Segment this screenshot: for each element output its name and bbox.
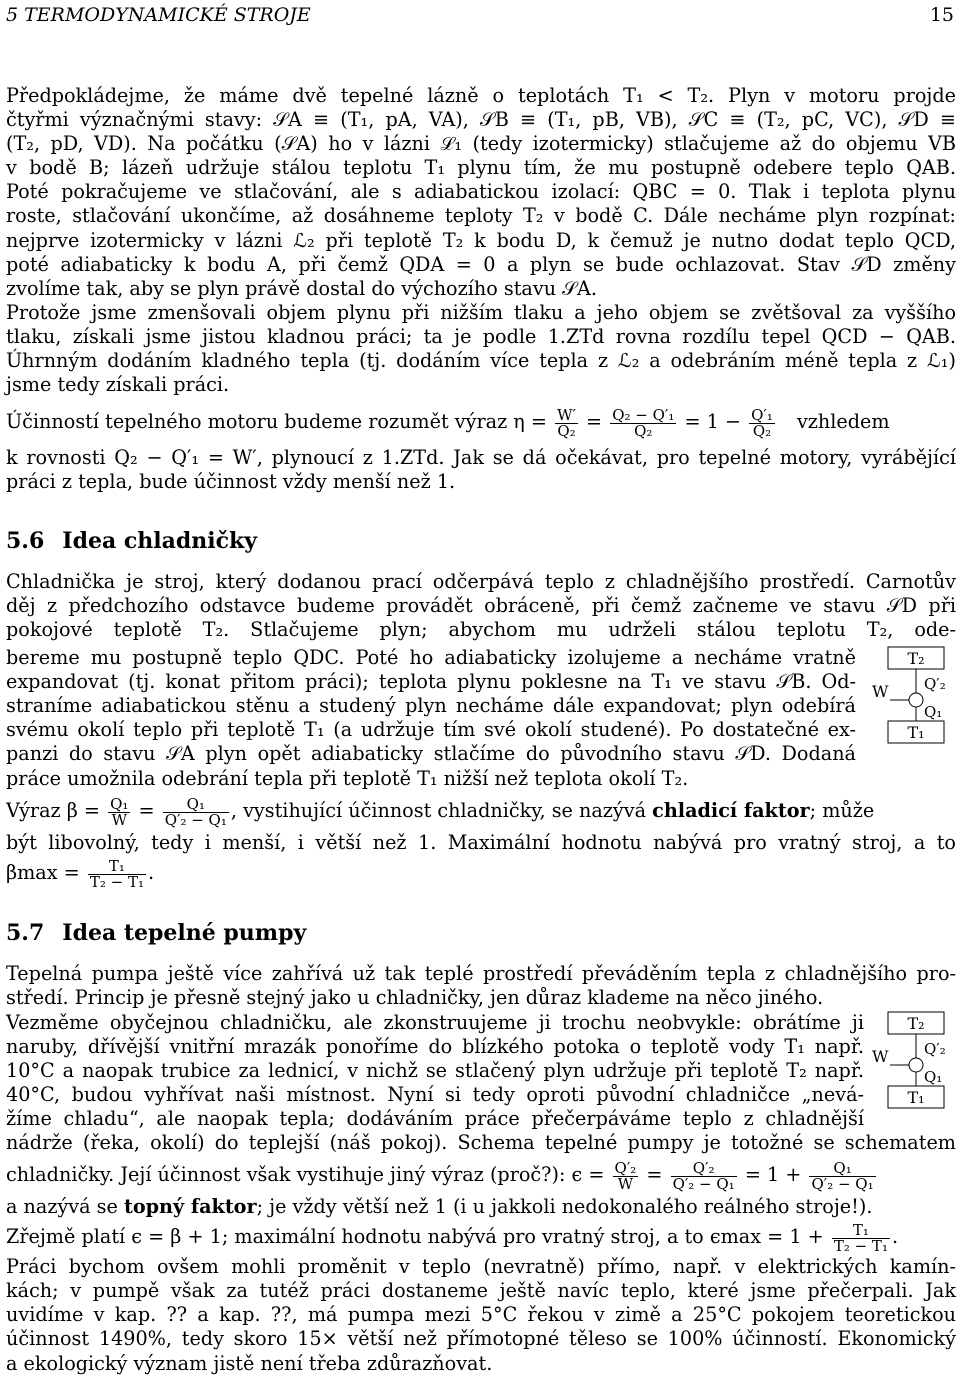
text-line: v bodě B; lázeň udržuje stálou teplotu T₁ plynu tím, že mu postupně odebere teplo QAB. xyxy=(6,156,956,180)
text-line: Úhrnným dodáním kladného tepla (tj. dodáním více tepla z ℒ₂ a odebráním méně tepla z ℒ₁) xyxy=(6,349,956,373)
top-reservoir-label: T₂ xyxy=(907,649,925,668)
heat-in-label: Q₁ xyxy=(924,703,943,721)
bottom-reservoir-label: T₁ xyxy=(907,723,925,742)
text-line: naruby, dřívější vnitřní mrazák ponoříme do blízkého potoka o teplotě vody T₁ např. xyxy=(6,1035,864,1059)
fraction: $\frac{\text{Q₁}}{\text{Q′₂ − Q₁}}$ xyxy=(164,794,227,829)
term-bold: topný faktor xyxy=(123,1195,257,1219)
formula-line: Účinností tepelného motoru budeme rozumět výraz η = $\frac{W'}{\text{Q₂}}$ = $\frac{\text{Q₂ − Q′₁}}{\text{Q₂}}$ = 1 − $\frac{\text{Q′₁}}{\text{Q₂}}$ vzhledem xyxy=(6,405,890,440)
text-line: Protože jsme zmenšovali objem plynu při nižším tlaku a jeho objem se zvětšoval za vyššího xyxy=(6,300,956,324)
refrigerator-diagram xyxy=(870,645,950,745)
section-56-after xyxy=(6,767,956,891)
text-line: žíme chladu“, ale naopak tepla; dodáváním práce přečerpáváme teplo z chladnější xyxy=(6,1107,864,1131)
text-line: nádrže (řeka, okolí) do teplejší (náš pokoj). Schema tepelné pumpy je totožné se schematem xyxy=(6,1131,956,1154)
chapter-title: 5 TERMODYNAMICKÉ STROJE xyxy=(6,4,311,26)
fraction: $\frac{\text{T₁}}{\text{T₂ − T₁}}$ xyxy=(89,856,144,891)
text-line: čtyřmi význačnými stavy: 𝒮A ≡ (T₁, pA, VA), 𝒮B ≡ (T₁, pB, VB), 𝒮C ≡ (T₂, pC, VC), 𝒮D ≡ xyxy=(6,108,956,132)
text-line: kách; v pumpě však za tutéž práci dostaneme ještě navíc teplo, které jsme přečerpali. Jak xyxy=(6,1279,956,1303)
formula-line: Zřejmě platí ϵ = β + 1; maximální hodnotu nabývá pro vratný stroj, a to ϵmax = 1 + $\frac{\text{T₁}}{\text{T₂ − T₁}}$ . xyxy=(6,1220,899,1255)
section-57-wrap xyxy=(6,1011,864,1131)
formula-line: chladničky. Její účinnost však vystihuje jiný výraz (proč?): ϵ = $\frac{\text{Q′₂}}{W}$ = $\frac{\text{Q′₂}}{\text{Q′₂ − Q₁}}$ = 1 + $\frac{\text{Q₁}}{\text{Q′₂ − Q₁}}$ xyxy=(6,1158,874,1193)
work-label: W xyxy=(872,1047,889,1066)
top-reservoir-label: T₂ xyxy=(907,1014,925,1033)
text-line: být libovolný, tedy i menší, i větší než 1. Maximální hodnotu nabývá pro vratný stroj, a to xyxy=(6,831,956,855)
fraction: $\frac{\text{Q′₂}}{\text{Q′₂ − Q₁}}$ xyxy=(672,1158,735,1193)
carnot-schema xyxy=(870,1010,950,1110)
text-line: expandovat (tj. konat přitom práci); teplota plynu poklesne na T₁ ve stavu 𝒮B. Od- xyxy=(6,670,856,694)
fraction: $\frac{\text{Q₂ − Q′₁}}{\text{Q₂}}$ xyxy=(612,405,675,440)
efficiency-formula xyxy=(6,404,956,494)
heat-out-label: Q′₂ xyxy=(924,1040,946,1058)
text-line: Chladnička je stroj, který dodanou prací odčerpává teplo z chladnějšího prostředí. Carnotův xyxy=(6,570,956,593)
bottom-reservoir-label: T₁ xyxy=(907,1088,925,1107)
text-line: Poté pokračujeme ve stlačování, ale s adiabatickou izolací: QBC = 0. Tlak i teplota plynu xyxy=(6,180,956,204)
text-line: roste, stlačování ukončíme, až dosáhneme teploty T₂ v bodě C. Dále necháme plyn rozpínat: xyxy=(6,204,956,228)
text-line: poté adiabaticky k bodu A, při čemž QDA = 0 a plyn se bude ochlazovat. Stav 𝒮D změny xyxy=(6,252,956,276)
section-56-paragraph xyxy=(6,570,956,642)
carnot-schema xyxy=(870,645,950,745)
text-line: středí. Princip je přesně stejný jako u chladničky, jen důraz klademe na něco jiného. xyxy=(6,986,824,1010)
heat-out-label: Q′₂ xyxy=(924,675,946,693)
section-56-wrap xyxy=(6,646,856,766)
text-line: Práci bychom ovšem mohli proměnit v teplo (nevratně) přímo, např. v elektrických kamín- xyxy=(6,1255,956,1279)
formula-line: βmax = $\frac{\text{T₁}}{\text{T₂ − T₁}}$ . xyxy=(6,856,155,891)
text-line: straníme adiabatickou stěnu a studený plyn necháme dále expandovat; plyn odebírá xyxy=(6,694,856,718)
section-57-after xyxy=(6,1131,956,1376)
text-line: jsme tedy získali práci. xyxy=(6,373,230,397)
fraction: $\frac{\text{Q₁}}{\text{Q′₂ − Q₁}}$ xyxy=(811,1158,874,1193)
text-line: Vezměme obyčejnou chladničku, ale zkonstruujeme ji trochu neobvykle: obrátíme ji xyxy=(6,1011,864,1034)
text-line: svému okolí teplo při teplotě T₁ (a udržuje tím své okolí studené). Po dostatečné ex- xyxy=(6,718,856,742)
section-heading: 5.6 Idea chladničky xyxy=(6,528,258,554)
running-header xyxy=(6,4,954,32)
intro-paragraph xyxy=(6,84,956,397)
text-line: účinnost 1490%, tedy skoro 15× větší než přímotopné těleso se 100% účinností. Ekonomický xyxy=(6,1327,956,1351)
text-line: zvolíme tak, aby se plyn právě dostal do výchozího stavu 𝒮A. xyxy=(6,276,597,300)
text-line: nejprve izotermicky v lázni ℒ₂ při teplotě T₂ k bodu D, k čemuž je nutno dodat teplo QCD, xyxy=(6,228,956,252)
text-line: 40°C, budou vyhřívat naši místnost. Nyní si tedy oproti původní chladničce „nevá- xyxy=(6,1083,864,1107)
fraction: $\frac{\text{Q′₂}}{W}$ xyxy=(614,1158,637,1193)
fraction: $\frac{\text{T₁}}{\text{T₂ − T₁}}$ xyxy=(833,1220,888,1255)
text-line: děj z předchozího odstavce budeme provádět obráceně, při čemž začneme ve stavu 𝒮D při xyxy=(6,594,956,618)
term-bold: chladicí faktor xyxy=(652,799,810,823)
text-line: Předpokládejme, že máme dvě tepelné lázně o teplotách T₁ < T₂. Plyn v motoru projde xyxy=(6,84,956,107)
text-line: k rovnosti Q₂ − Q′₁ = W′, plynoucí z 1.ZTd. Jak se dá očekávat, pro tepelné motory, vyrábějící xyxy=(6,446,956,469)
fraction: $\frac{\text{Q′₁}}{\text{Q₂}}$ xyxy=(751,405,773,440)
text-line: bereme mu postupně teplo QDC. Poté ho adiabaticky izolujeme a necháme vratně xyxy=(6,646,856,669)
text-line: uvidíme v kap. ?? a kap. ??, má pumpa mezi 5°C řekou v zimě a 25°C pokojem teoretickou xyxy=(6,1303,956,1327)
text-line: práci z tepla, bude účinnost vždy menší než 1. xyxy=(6,470,456,494)
text-line: a nazývá se topný faktor; je vždy větší než 1 (i u jakkoli nedokonalého reálného stroje!). xyxy=(6,1195,873,1219)
formula-text: Účinností tepelného motoru budeme rozumět výraz η = xyxy=(6,410,547,433)
text-line: Tepelná pumpa ještě více zahřívá už tak teplé prostředí převáděním tepla z chladnějšího pro- xyxy=(6,962,956,985)
heat-pump-diagram xyxy=(870,1010,950,1110)
text-line: (T₂, pD, VD). Na počátku (𝒮A) ho v lázni ℒ₁ (tedy izotermicky) stlačujeme až do objemu VB xyxy=(6,132,956,156)
text-line: panzi do stavu 𝒮A plyn opět adiabaticky stlačíme do původního stavu 𝒮D. Dodaná xyxy=(6,742,856,766)
text-line: 10°C a naopak trubice za lednicí, v nichž se stlačený plyn udržuje při teplotě T₂ např. xyxy=(6,1059,864,1083)
heat-in-label: Q₁ xyxy=(924,1068,943,1086)
text-line: práce umožnila odebrání tepla při teplotě T₁ nižší než teplota okolí T₂. xyxy=(6,767,689,790)
fraction: $\frac{\text{Q₁}}{W}$ xyxy=(110,794,129,829)
section-57-paragraph xyxy=(6,962,956,1010)
text-line: tlaku, získali jsme jistou kladnou práci; ta je podle 1.ZTd rovna rozdílu tepel QCD − QAB. xyxy=(6,324,956,348)
text-line: a ekologický význam jistě není třeba zdůrazňovat. xyxy=(6,1351,493,1375)
text-line: pokojové teplotě T₂. Stlačujeme plyn; abychom mu udrželi stálou teplotu T₂, ode- xyxy=(6,618,956,642)
section-heading: 5.7 Idea tepelné pumpy xyxy=(6,920,307,946)
formula-line: Výraz β = $\frac{\text{Q₁}}{W}$ = $\frac{\text{Q₁}}{\text{Q′₂ − Q₁}}$ , vystihující účinnost chladničky, se nazývá chladicí faktor; může xyxy=(6,794,875,829)
fraction: $\frac{W'}{\text{Q₂}}$ xyxy=(557,405,576,440)
page-number: 15 xyxy=(929,4,954,26)
work-label: W xyxy=(872,682,889,701)
